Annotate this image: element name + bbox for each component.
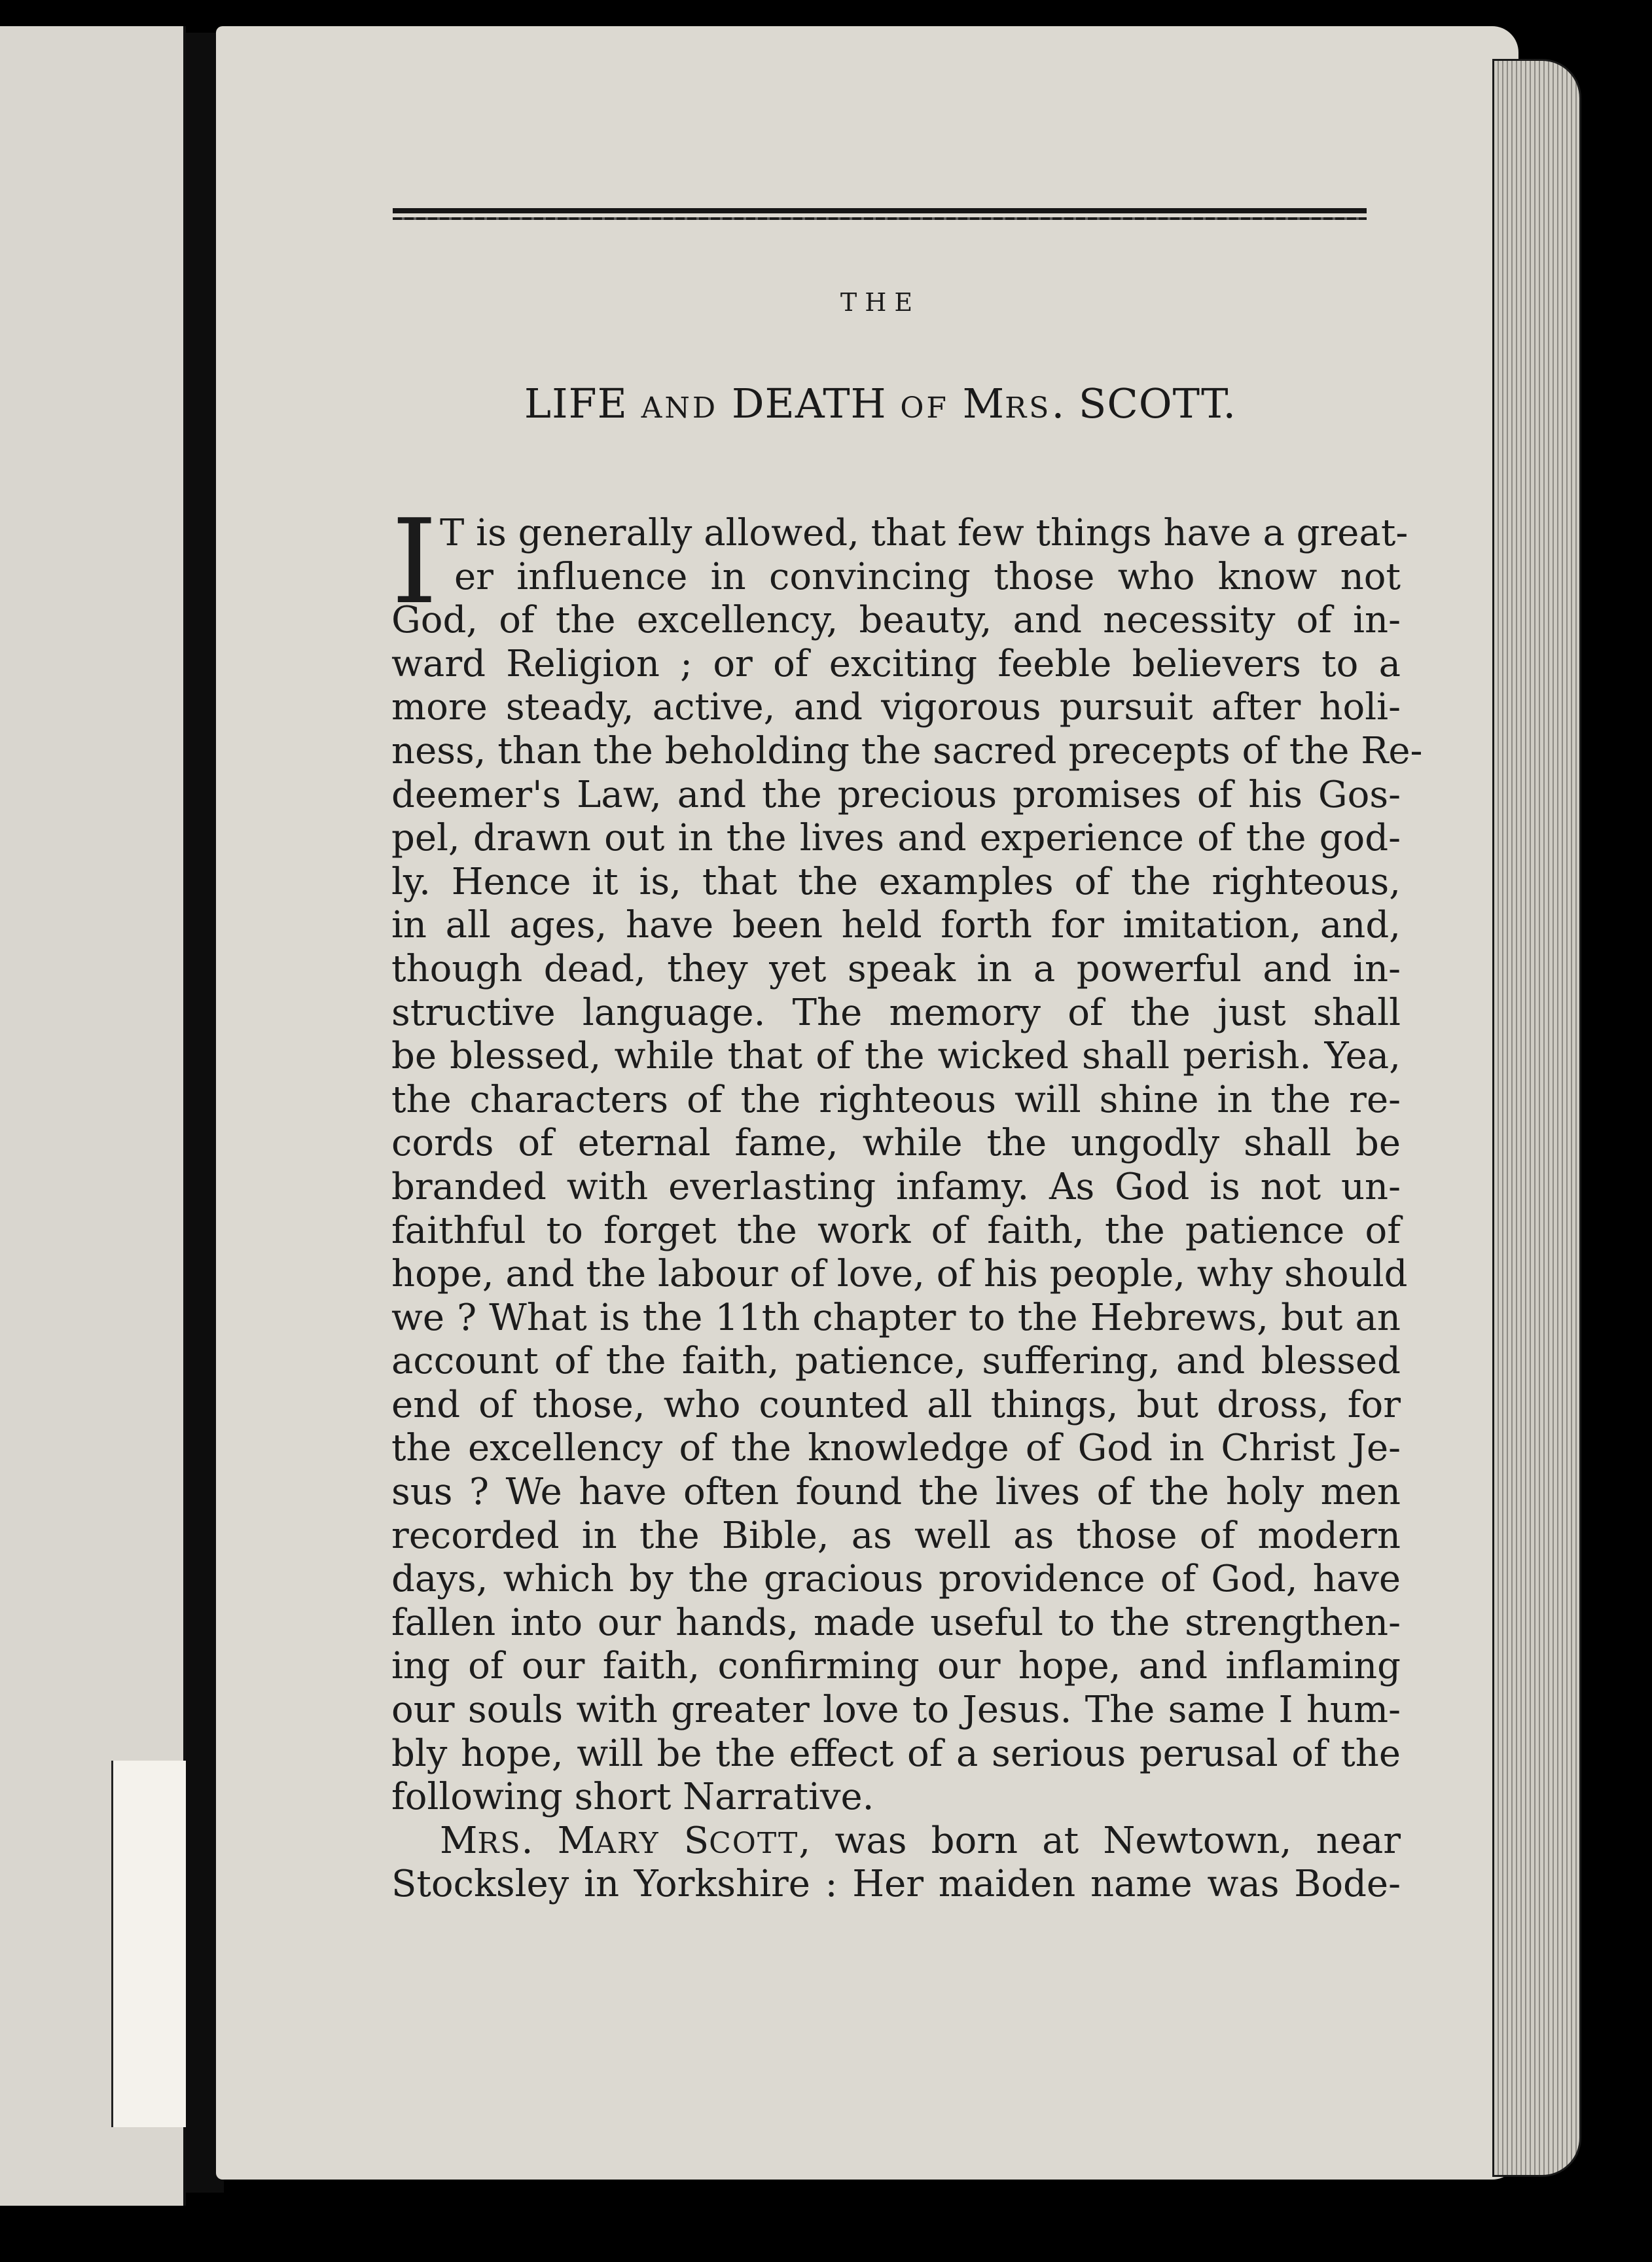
facing-page	[0, 26, 186, 2206]
text-line: though dead, they yet speak in a powerful and in-	[391, 947, 1401, 990]
body-text	[391, 494, 1423, 1907]
text-line: days, which by the gracious providence of God, have	[391, 1558, 1401, 1601]
text-line: structive language. The memory of the just shall	[391, 991, 1401, 1034]
text-line: following short Narrative.	[391, 1776, 874, 1819]
text-line: bly hope, will be the effect of a serious perusal of the	[391, 1732, 1401, 1775]
text-line: Stocksley in Yorkshire : Her maiden name was Bode-	[391, 1863, 1401, 1906]
page-edges	[1492, 59, 1581, 2177]
text-line: T is generally allowed, that few things have a great-	[440, 512, 1409, 554]
text-line: deemer's Law, and the precious promises of his Gos-	[391, 773, 1401, 816]
text-line: more steady, active, and vigorous pursuit after holi-	[391, 686, 1401, 729]
text-line: end of those, who counted all things, but dross, for	[391, 1383, 1401, 1426]
text-line: er influence in convincing those who know not	[454, 555, 1401, 598]
text-line: in all ages, have been held forth for imitation, and,	[391, 904, 1401, 947]
text-line: pel, drawn out in the lives and experience of the god-	[391, 817, 1401, 860]
text-line: ward Religion ; or of exciting feeble believers to a	[391, 642, 1401, 685]
text-line: ly. Hence it is, that the examples of the righteous,	[391, 860, 1401, 903]
text-line: recorded in the Bible, as well as those of modern	[391, 1514, 1401, 1557]
text-line: God, of the excellency, beauty, and necessity of in-	[391, 599, 1401, 642]
paragraph-start-line: MRS. MARY SCOTT, was born at Newtown, near	[440, 1819, 1401, 1862]
text-line: the characters of the righteous will shine in the re-	[391, 1078, 1401, 1121]
header-rule	[393, 208, 1367, 228]
text-line: faithful to forget the work of faith, the patience of	[391, 1209, 1401, 1252]
text-line: our souls with greater love to Jesus. The same I hum-	[391, 1689, 1401, 1732]
text-line: the excellency of the knowledge of God in Christ Je-	[391, 1427, 1401, 1470]
text-line: ness, than the beholding the sacred precepts of the Re-	[391, 729, 1423, 772]
text-line: account of the faith, patience, suffering, and blessed	[391, 1340, 1401, 1383]
page-title: LIFE AND DEATH OF MRS. SCOTT.	[524, 380, 1237, 427]
text-line: branded with everlasting infamy. As God is not un-	[391, 1165, 1401, 1208]
text-line: hope, and the labour of love, of his people, why should	[391, 1253, 1408, 1296]
text-line: sus ? We have often found the lives of the holy men	[391, 1471, 1401, 1514]
text-line: cords of eternal fame, while the ungodly shall be	[391, 1122, 1401, 1165]
text-line: be blessed, while that of the wicked shall perish. Yea,	[391, 1035, 1401, 1078]
title-kicker: THE	[840, 288, 921, 317]
text-line: we ? What is the 11th chapter to the Hebrews, but an	[391, 1296, 1401, 1339]
text-line: ing of our faith, confirming our hope, and inflaming	[391, 1645, 1401, 1688]
drop-cap: I	[391, 494, 438, 630]
text-line: fallen into our hands, made useful to the strengthen-	[391, 1601, 1401, 1644]
